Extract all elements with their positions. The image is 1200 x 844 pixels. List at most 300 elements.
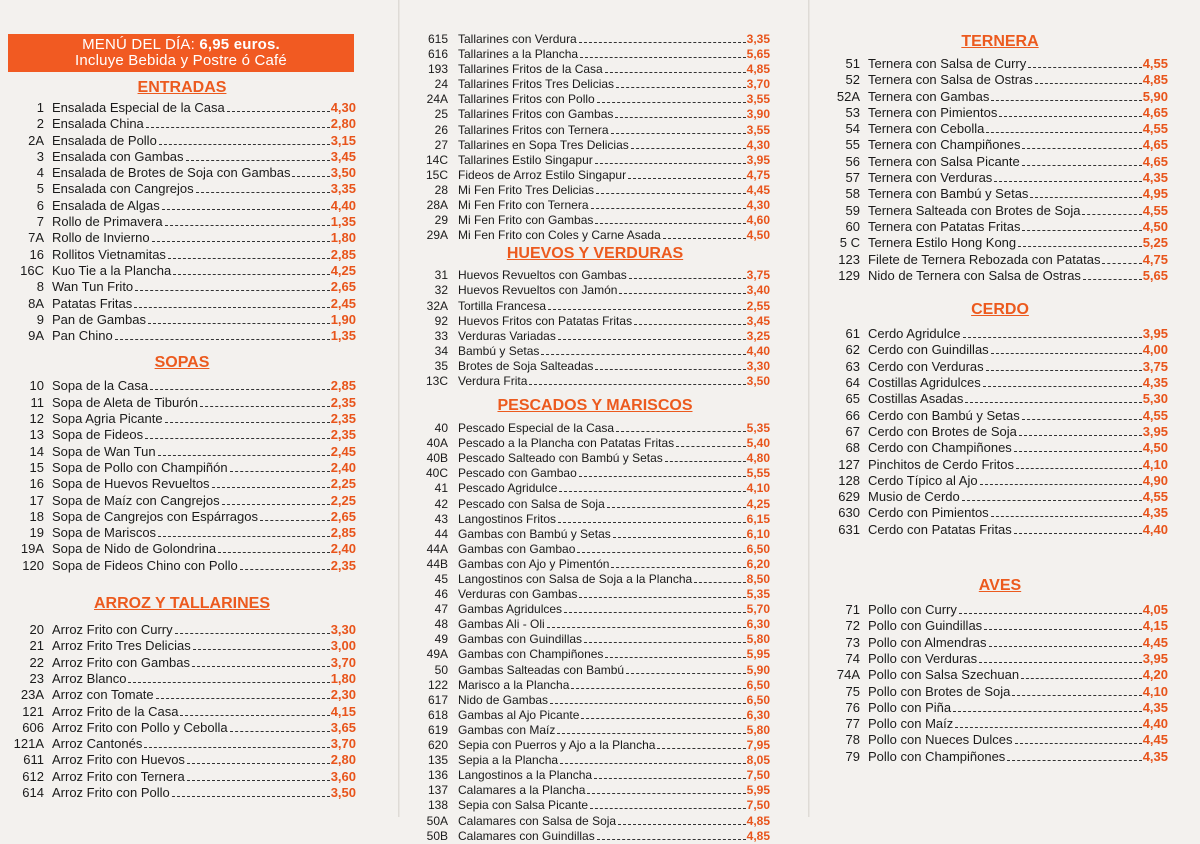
item-price: 4,40 xyxy=(746,343,770,358)
item-number: 32 xyxy=(434,283,448,298)
menu-item-row xyxy=(420,723,770,738)
menu-item-row xyxy=(420,344,770,359)
menu-item-row xyxy=(420,647,770,662)
item-name: Sopa de Cangrejos con Espárragos xyxy=(52,508,258,524)
dotted-leader xyxy=(1014,533,1142,534)
item-price: 4,75 xyxy=(746,167,770,182)
dotted-leader xyxy=(200,406,330,407)
item-price: 6,30 xyxy=(746,707,770,722)
menu-item-row xyxy=(420,451,770,466)
item-price: 6,15 xyxy=(746,511,770,526)
item-name: Ternera Estilo Hong Kong xyxy=(868,235,1017,251)
menu-item-row xyxy=(420,693,770,708)
menu-item-row xyxy=(8,230,356,246)
item-price: 2,65 xyxy=(330,279,356,295)
item-price: 3,75 xyxy=(1142,358,1168,374)
entradas-list xyxy=(8,100,356,344)
item-name: Pan de Gambas xyxy=(52,311,146,327)
menu-item-row xyxy=(832,651,1168,667)
menu-item-row xyxy=(8,720,356,736)
item-name: Ensalada con Cangrejos xyxy=(52,181,194,197)
item-number: 20 xyxy=(29,622,44,638)
item-number: 11 xyxy=(30,394,44,410)
item-number: 48 xyxy=(434,617,448,632)
item-number: 617 xyxy=(427,692,448,707)
item-price: 7,95 xyxy=(746,738,770,753)
item-number: 71 xyxy=(845,602,860,618)
item-name: Nido de Ternera con Salsa de Ostras xyxy=(868,267,1081,283)
item-name: Sopa de Maíz con Cangrejos xyxy=(52,492,220,508)
item-name: Sopa de Wan Tun xyxy=(52,443,156,459)
menu-column-1 xyxy=(8,34,356,801)
dotted-leader xyxy=(1019,435,1142,436)
item-name: Rollo de Invierno xyxy=(52,230,150,246)
dotted-leader xyxy=(1016,468,1142,469)
item-name: Patatas Fritas xyxy=(52,295,133,311)
menu-item-row xyxy=(832,203,1168,219)
menu-item-row xyxy=(8,133,356,149)
dotted-leader xyxy=(134,307,329,308)
item-price: 3,75 xyxy=(746,268,770,283)
dotted-leader xyxy=(222,504,330,505)
menu-item-row xyxy=(8,525,356,541)
dotted-leader xyxy=(1102,263,1141,264)
item-number: 31 xyxy=(434,268,448,283)
item-name: Mi Fen Frito con Gambas xyxy=(458,213,594,228)
item-number: 75 xyxy=(845,683,860,699)
menu-item-row xyxy=(420,32,770,47)
item-number: 27 xyxy=(434,137,448,152)
item-price: 5,30 xyxy=(1142,391,1168,407)
dotted-leader xyxy=(963,337,1142,338)
item-name: Sopa de Aleta de Tiburón xyxy=(52,394,199,410)
item-price: 2,30 xyxy=(330,687,356,703)
item-name: Calamares con Salsa de Soja xyxy=(458,813,617,828)
item-name: Gambas Agridulces xyxy=(458,602,563,617)
item-name: Ternera con Champiñones xyxy=(868,137,1021,153)
dotted-leader xyxy=(979,662,1142,663)
dotted-leader xyxy=(196,192,330,193)
menu-item-row xyxy=(832,326,1168,342)
item-number: 129 xyxy=(838,267,860,283)
menu-item-row xyxy=(8,444,356,460)
item-price: 4,20 xyxy=(1142,667,1168,683)
item-name: Tallarines Estilo Singapur xyxy=(458,152,593,167)
menu-item-row xyxy=(8,655,356,671)
item-name: Ternera con Pimientos xyxy=(868,104,998,120)
dotted-leader xyxy=(227,111,330,112)
item-name: Gambas con Maíz xyxy=(458,722,556,737)
menu-item-row xyxy=(832,424,1168,440)
menu-item-row xyxy=(420,663,770,678)
item-price: 3,95 xyxy=(1142,326,1168,342)
menu-item-row xyxy=(8,493,356,509)
dotted-leader xyxy=(597,839,746,840)
item-name: Kuo Tie a la Plancha xyxy=(52,262,172,278)
dotted-leader xyxy=(168,258,330,259)
dotted-leader xyxy=(152,241,330,242)
dotted-leader xyxy=(175,633,330,634)
section-title-cerdo: CERDO xyxy=(971,301,1029,319)
item-price: 4,65 xyxy=(1142,104,1168,120)
item-name: Wan Tun Frito xyxy=(52,279,134,295)
item-number: 76 xyxy=(845,699,860,715)
menu-item-row xyxy=(420,47,770,62)
dotted-leader xyxy=(146,127,330,128)
item-price: 4,15 xyxy=(330,703,356,719)
item-price: 5,80 xyxy=(746,722,770,737)
dotted-leader xyxy=(611,133,746,134)
item-name: Pescado Especial de la Casa xyxy=(458,421,615,436)
menu-item-row xyxy=(420,299,770,314)
item-name: Gambas Ali - Oli xyxy=(458,617,545,632)
item-number: 12 xyxy=(29,411,44,427)
item-price: 3,35 xyxy=(746,32,770,46)
item-price: 4,55 xyxy=(1142,489,1168,505)
dotted-leader xyxy=(559,491,745,492)
menu-item-row xyxy=(420,572,770,587)
menu-item-row xyxy=(8,769,356,785)
item-number: 615 xyxy=(427,32,448,46)
menu-item-row xyxy=(8,312,356,328)
item-name: Langostinos a la Plancha xyxy=(458,768,593,783)
dotted-leader xyxy=(591,208,746,209)
item-price: 4,65 xyxy=(1142,137,1168,153)
item-number: 40C xyxy=(425,466,448,481)
item-name: Ternera con Patatas Fritas xyxy=(868,218,1021,234)
item-price: 8,05 xyxy=(746,753,770,768)
menu-item-row xyxy=(8,785,356,801)
item-price: 4,60 xyxy=(746,213,770,228)
dotted-leader xyxy=(595,369,745,370)
item-name: Costillas Asadas xyxy=(868,391,964,407)
dotted-leader xyxy=(230,731,330,732)
item-price: 3,60 xyxy=(330,768,356,784)
item-name: Ensalada de Pollo xyxy=(52,132,157,148)
item-name: Sopa de Nido de Golondrina xyxy=(52,541,217,557)
menu-item-row xyxy=(832,684,1168,700)
menu-item-row xyxy=(420,436,770,451)
item-name: Ternera con Salsa Picante xyxy=(868,153,1020,169)
menu-item-row xyxy=(420,228,770,243)
item-name: Ternera con Salsa de Ostras xyxy=(868,72,1033,88)
item-price: 2,35 xyxy=(330,411,356,427)
menu-item-row xyxy=(420,374,770,389)
item-number: 136 xyxy=(427,768,448,783)
item-name: Marisco a la Plancha xyxy=(458,677,570,692)
item-number: 16 xyxy=(29,246,44,262)
item-price: 4,30 xyxy=(330,100,356,115)
huevos-list xyxy=(420,268,770,389)
item-price: 4,25 xyxy=(330,262,356,278)
menu-item-row xyxy=(8,279,356,295)
item-price: 2,40 xyxy=(330,541,356,557)
item-price: 5,70 xyxy=(746,602,770,617)
item-price: 2,85 xyxy=(330,378,356,394)
item-price: 4,55 xyxy=(1142,121,1168,137)
item-name: Gambas con Bambú y Setas xyxy=(458,526,611,541)
dotted-leader xyxy=(1021,678,1142,679)
item-price: 5,65 xyxy=(1142,267,1168,283)
item-name: Cerdo con Champiñones xyxy=(868,440,1012,456)
item-name: Arroz Frito con Pollo xyxy=(52,784,170,800)
menu-item-row xyxy=(8,411,356,427)
menu-item-row xyxy=(420,77,770,92)
item-number: 29A xyxy=(426,228,448,243)
dotted-leader xyxy=(260,520,330,521)
menu-item-row xyxy=(8,460,356,476)
item-number: 26 xyxy=(434,122,448,137)
menu-item-row xyxy=(832,457,1168,473)
item-price: 4,50 xyxy=(1142,218,1168,234)
dotted-leader xyxy=(605,72,746,73)
menu-item-row xyxy=(8,558,356,574)
menu-item-row xyxy=(832,56,1168,72)
dotted-leader xyxy=(529,384,745,385)
dotted-leader xyxy=(145,438,330,439)
item-number: 122 xyxy=(427,677,448,692)
dotted-leader xyxy=(596,193,746,194)
item-number: 18 xyxy=(29,508,44,524)
menu-item-row xyxy=(420,527,770,542)
item-name: Musio de Cerdo xyxy=(868,489,960,505)
item-name: Gambas con Gambao xyxy=(458,541,576,556)
item-number: 19 xyxy=(29,525,44,541)
menu-item-row xyxy=(420,268,770,283)
dotted-leader xyxy=(984,629,1142,630)
item-price: 4,80 xyxy=(746,451,770,466)
item-number: 24A xyxy=(426,92,448,107)
menu-item-row xyxy=(832,219,1168,235)
item-name: Pollo con Nueces Dulces xyxy=(868,732,1013,748)
menu-item-row xyxy=(420,783,770,798)
menu-item-row xyxy=(832,505,1168,521)
menu-item-row xyxy=(420,738,770,753)
menu-item-row xyxy=(420,768,770,783)
dotted-leader xyxy=(158,536,330,537)
menu-item-row xyxy=(832,440,1168,456)
item-number: 64 xyxy=(845,375,860,391)
menu-item-row xyxy=(832,618,1168,634)
item-number: 41 xyxy=(434,481,448,496)
item-price: 2,80 xyxy=(330,116,356,132)
item-name: Sopa Agria Picante xyxy=(52,411,163,427)
menu-item-row xyxy=(420,153,770,168)
item-number: 28 xyxy=(434,182,448,197)
menu-item-row xyxy=(420,829,770,844)
menu-item-row xyxy=(8,296,356,312)
item-name: Fideos de Arroz Estilo Singapur xyxy=(458,167,627,182)
item-name: Sepia con Salsa Picante xyxy=(458,798,589,813)
menu-item-row xyxy=(420,123,770,138)
item-price: 7,50 xyxy=(746,768,770,783)
dotted-leader xyxy=(595,163,746,164)
dotted-leader xyxy=(557,733,745,734)
item-name: Nido de Gambas xyxy=(458,692,549,707)
item-number: 8A xyxy=(28,295,44,311)
item-name: Rollo de Primavera xyxy=(52,214,163,230)
menu-item-row xyxy=(832,252,1168,268)
item-price: 5,90 xyxy=(1142,88,1168,104)
item-number: 73 xyxy=(845,634,860,650)
item-price: 2,25 xyxy=(330,492,356,508)
item-price: 5,95 xyxy=(746,647,770,662)
item-number: 68 xyxy=(845,440,860,456)
item-price: 4,40 xyxy=(330,197,356,213)
item-number: 17 xyxy=(29,492,44,508)
section-title-ternera: TERNERA xyxy=(961,33,1039,50)
item-number: 9A xyxy=(28,328,44,344)
dotted-leader xyxy=(541,354,745,355)
item-number: 55 xyxy=(845,137,860,153)
item-price: 2,85 xyxy=(330,246,356,262)
menu-item-row xyxy=(832,732,1168,748)
item-name: Langostinos Fritos xyxy=(458,511,557,526)
item-name: Pinchitos de Cerdo Fritos xyxy=(868,456,1014,472)
item-name: Arroz Cantonés xyxy=(52,736,143,752)
item-price: 4,15 xyxy=(1142,618,1168,634)
dotted-leader xyxy=(165,422,330,423)
dotted-leader xyxy=(580,57,746,58)
menu-item-row xyxy=(420,421,770,436)
menu-item-row xyxy=(8,427,356,443)
menu-item-row xyxy=(832,749,1168,765)
dotted-leader xyxy=(128,682,329,683)
dotted-leader xyxy=(172,796,330,797)
item-name: Ensalada de Algas xyxy=(52,197,160,213)
item-price: 5,35 xyxy=(746,587,770,602)
dotted-leader xyxy=(165,225,330,226)
item-name: Verdura Frita xyxy=(458,373,528,388)
item-price: 5,65 xyxy=(746,47,770,62)
item-number: 74 xyxy=(845,650,860,666)
item-number: 53 xyxy=(845,104,860,120)
item-price: 3,65 xyxy=(330,719,356,735)
dotted-leader xyxy=(564,612,746,613)
menu-item-row xyxy=(832,408,1168,424)
menu-item-row xyxy=(420,602,770,617)
menu-item-row xyxy=(420,359,770,374)
dotted-leader xyxy=(1035,83,1142,84)
item-number: 138 xyxy=(427,798,448,813)
menu-item-row xyxy=(8,476,356,492)
item-price: 4,85 xyxy=(746,828,770,843)
menu-item-row xyxy=(420,542,770,557)
dotted-leader xyxy=(628,178,746,179)
banner-label: MENÚ DEL DÍA: xyxy=(82,36,200,53)
dotted-leader xyxy=(560,763,746,764)
menu-item-row xyxy=(420,753,770,768)
item-number: 44B xyxy=(426,556,448,571)
menu-item-row xyxy=(420,512,770,527)
dotted-leader xyxy=(616,431,746,432)
item-number: 44A xyxy=(426,541,448,556)
item-price: 5,40 xyxy=(746,436,770,451)
banner-price: 6,95 euros. xyxy=(199,36,280,53)
dotted-leader xyxy=(547,627,746,628)
item-price: 2,35 xyxy=(330,394,356,410)
item-name: Sopa de Fideos Chino con Pollo xyxy=(52,557,238,573)
item-price: 3,70 xyxy=(330,654,356,670)
dotted-leader xyxy=(631,148,746,149)
item-name: Pollo con Champiñones xyxy=(868,748,1006,764)
item-name: Tallarines Fritos Tres Delicias xyxy=(458,77,615,92)
dotted-leader xyxy=(230,471,330,472)
menu-item-row xyxy=(420,632,770,647)
item-number: 47 xyxy=(434,602,448,617)
item-price: 3,70 xyxy=(746,77,770,92)
dotted-leader xyxy=(579,476,746,477)
item-number: 74A xyxy=(836,667,860,683)
menu-item-row xyxy=(420,283,770,298)
menu-item-row xyxy=(8,116,356,132)
item-name: Calamares con Guindillas xyxy=(458,828,595,843)
item-number: 52A xyxy=(836,88,860,104)
menu-item-row xyxy=(420,314,770,329)
fold-line-left xyxy=(398,0,400,817)
dotted-leader xyxy=(629,278,746,279)
item-name: Arroz Frito con Gambas xyxy=(52,654,190,670)
item-price: 4,45 xyxy=(746,182,770,197)
dotted-leader xyxy=(173,274,329,275)
dotted-leader xyxy=(144,747,329,748)
menu-item-row xyxy=(420,798,770,813)
item-name: Ensalada de Brotes de Soja con Gambas xyxy=(52,165,291,181)
dotted-leader xyxy=(615,117,745,118)
menu-item-row xyxy=(8,736,356,752)
item-number: 50B xyxy=(426,828,448,843)
menu-item-row xyxy=(832,72,1168,88)
item-name: Tallarines Fritos con Ternera xyxy=(458,122,609,137)
item-price: 1,80 xyxy=(330,670,356,686)
item-price: 4,45 xyxy=(1142,732,1168,748)
dotted-leader xyxy=(186,160,330,161)
item-price: 3,50 xyxy=(330,784,356,800)
item-number: 43 xyxy=(434,511,448,526)
item-name: Calamares a la Plancha xyxy=(458,783,586,798)
menu-item-row xyxy=(832,522,1168,538)
dotted-leader xyxy=(1028,67,1141,68)
item-price: 2,35 xyxy=(330,427,356,443)
item-number: 57 xyxy=(845,170,860,186)
menu-item-row xyxy=(420,329,770,344)
item-price: 2,35 xyxy=(330,557,356,573)
tallarines-list xyxy=(420,32,770,243)
item-name: Arroz Frito de la Casa xyxy=(52,703,179,719)
item-price: 5,35 xyxy=(746,421,770,436)
item-number: 40A xyxy=(426,436,448,451)
item-number: 128 xyxy=(838,472,860,488)
item-price: 4,35 xyxy=(1142,505,1168,521)
cerdo-list xyxy=(832,326,1168,538)
item-price: 4,90 xyxy=(1142,472,1168,488)
item-number: 121 xyxy=(22,703,44,719)
item-number: 46 xyxy=(434,587,448,602)
dotted-leader xyxy=(1030,197,1141,198)
menu-item-row xyxy=(832,186,1168,202)
item-price: 3,50 xyxy=(330,165,356,181)
dotted-leader xyxy=(193,649,330,650)
dotted-leader xyxy=(605,657,745,658)
item-number: 5 C xyxy=(839,235,860,251)
item-number: 16C xyxy=(20,262,44,278)
menu-item-row xyxy=(420,678,770,693)
pescados-list xyxy=(420,421,770,844)
item-name: Gambas con Champiñones xyxy=(458,647,604,662)
dotted-leader xyxy=(616,87,746,88)
item-price: 4,10 xyxy=(1142,683,1168,699)
dotted-leader xyxy=(657,748,745,749)
